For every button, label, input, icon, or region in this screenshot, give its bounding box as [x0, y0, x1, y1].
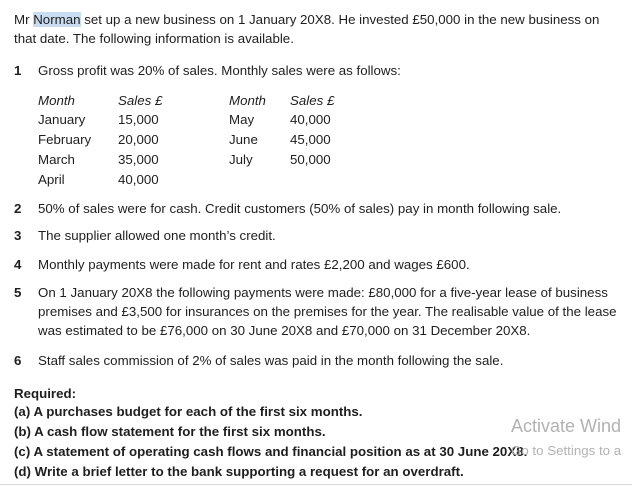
required-item-d: (d) Write a brief letter to the bank supporting a request for an overdraft.: [14, 464, 464, 479]
month-cell: April: [38, 172, 65, 187]
header-sales-left: Sales £: [118, 93, 163, 108]
sales-cell: 45,000: [290, 132, 331, 147]
sales-cell: 20,000: [118, 132, 159, 147]
month-cell: May: [229, 112, 255, 127]
sales-cell: 40,000: [290, 112, 331, 127]
point-number: 4: [14, 257, 22, 272]
header-month-right: Month: [229, 93, 266, 108]
point-text: The supplier allowed one month’s credit.: [38, 228, 276, 243]
month-cell: January: [38, 112, 86, 127]
intro-paragraph: [14, 10, 626, 48]
month-cell: June: [229, 132, 258, 147]
highlighted-name[interactable]: Norman: [33, 12, 81, 27]
point-number: 3: [14, 228, 22, 243]
sales-cell: 35,000: [118, 152, 159, 167]
month-cell: March: [38, 152, 75, 167]
activation-watermark-link[interactable]: Go to Settings to a: [511, 443, 622, 458]
point-text: On 1 January 20X8 the following payments were made: £80,000 for a five-year lease of business premises and £3,500 for insurances on the premises for the year. The realisable value of the lease was estimated to be £76,000 on 30 June 20X8 and £70,000 on 31 December 20X8.: [38, 285, 617, 338]
point-text: 50% of sales were for cash. Credit customers (50% of sales) pay in month following sale.: [38, 201, 562, 216]
required-heading: Required:: [14, 386, 77, 401]
point-number: 6: [14, 353, 22, 368]
point-text: Monthly payments were made for rent and rates £2,200 and wages £600.: [38, 257, 470, 272]
sales-cell: 15,000: [118, 112, 159, 127]
month-cell: July: [229, 152, 253, 167]
required-item-c: (c) A statement of operating cash flows and financial position as at 30 June 20X8.: [14, 444, 528, 459]
intro-line2: that date. The following information is available.: [14, 31, 294, 46]
point-number: 5: [14, 285, 22, 300]
required-item-a: (a) A purchases budget for each of the first six months.: [14, 404, 363, 419]
sales-cell: 50,000: [290, 152, 331, 167]
point-number: 1: [14, 63, 22, 78]
sales-cell: 40,000: [118, 172, 159, 187]
intro-prefix: Mr: [14, 12, 34, 27]
month-cell: February: [38, 132, 92, 147]
header-sales-right: Sales £: [290, 93, 335, 108]
point-text: Gross profit was 20% of sales. Monthly sales were as follows:: [38, 63, 401, 78]
header-month-left: Month: [38, 93, 75, 108]
point-text: Staff sales commission of 2% of sales was paid in the month following the sale.: [38, 353, 504, 368]
activation-watermark-title: Activate Wind: [511, 417, 622, 436]
bottom-divider: [0, 484, 632, 485]
point-number: 2: [14, 201, 22, 216]
required-item-b: (b) A cash flow statement for the first six months.: [14, 424, 326, 439]
intro-line1-rest: set up a new business on 1 January 20X8. He invested £50,000 in the new business on: [80, 12, 600, 27]
